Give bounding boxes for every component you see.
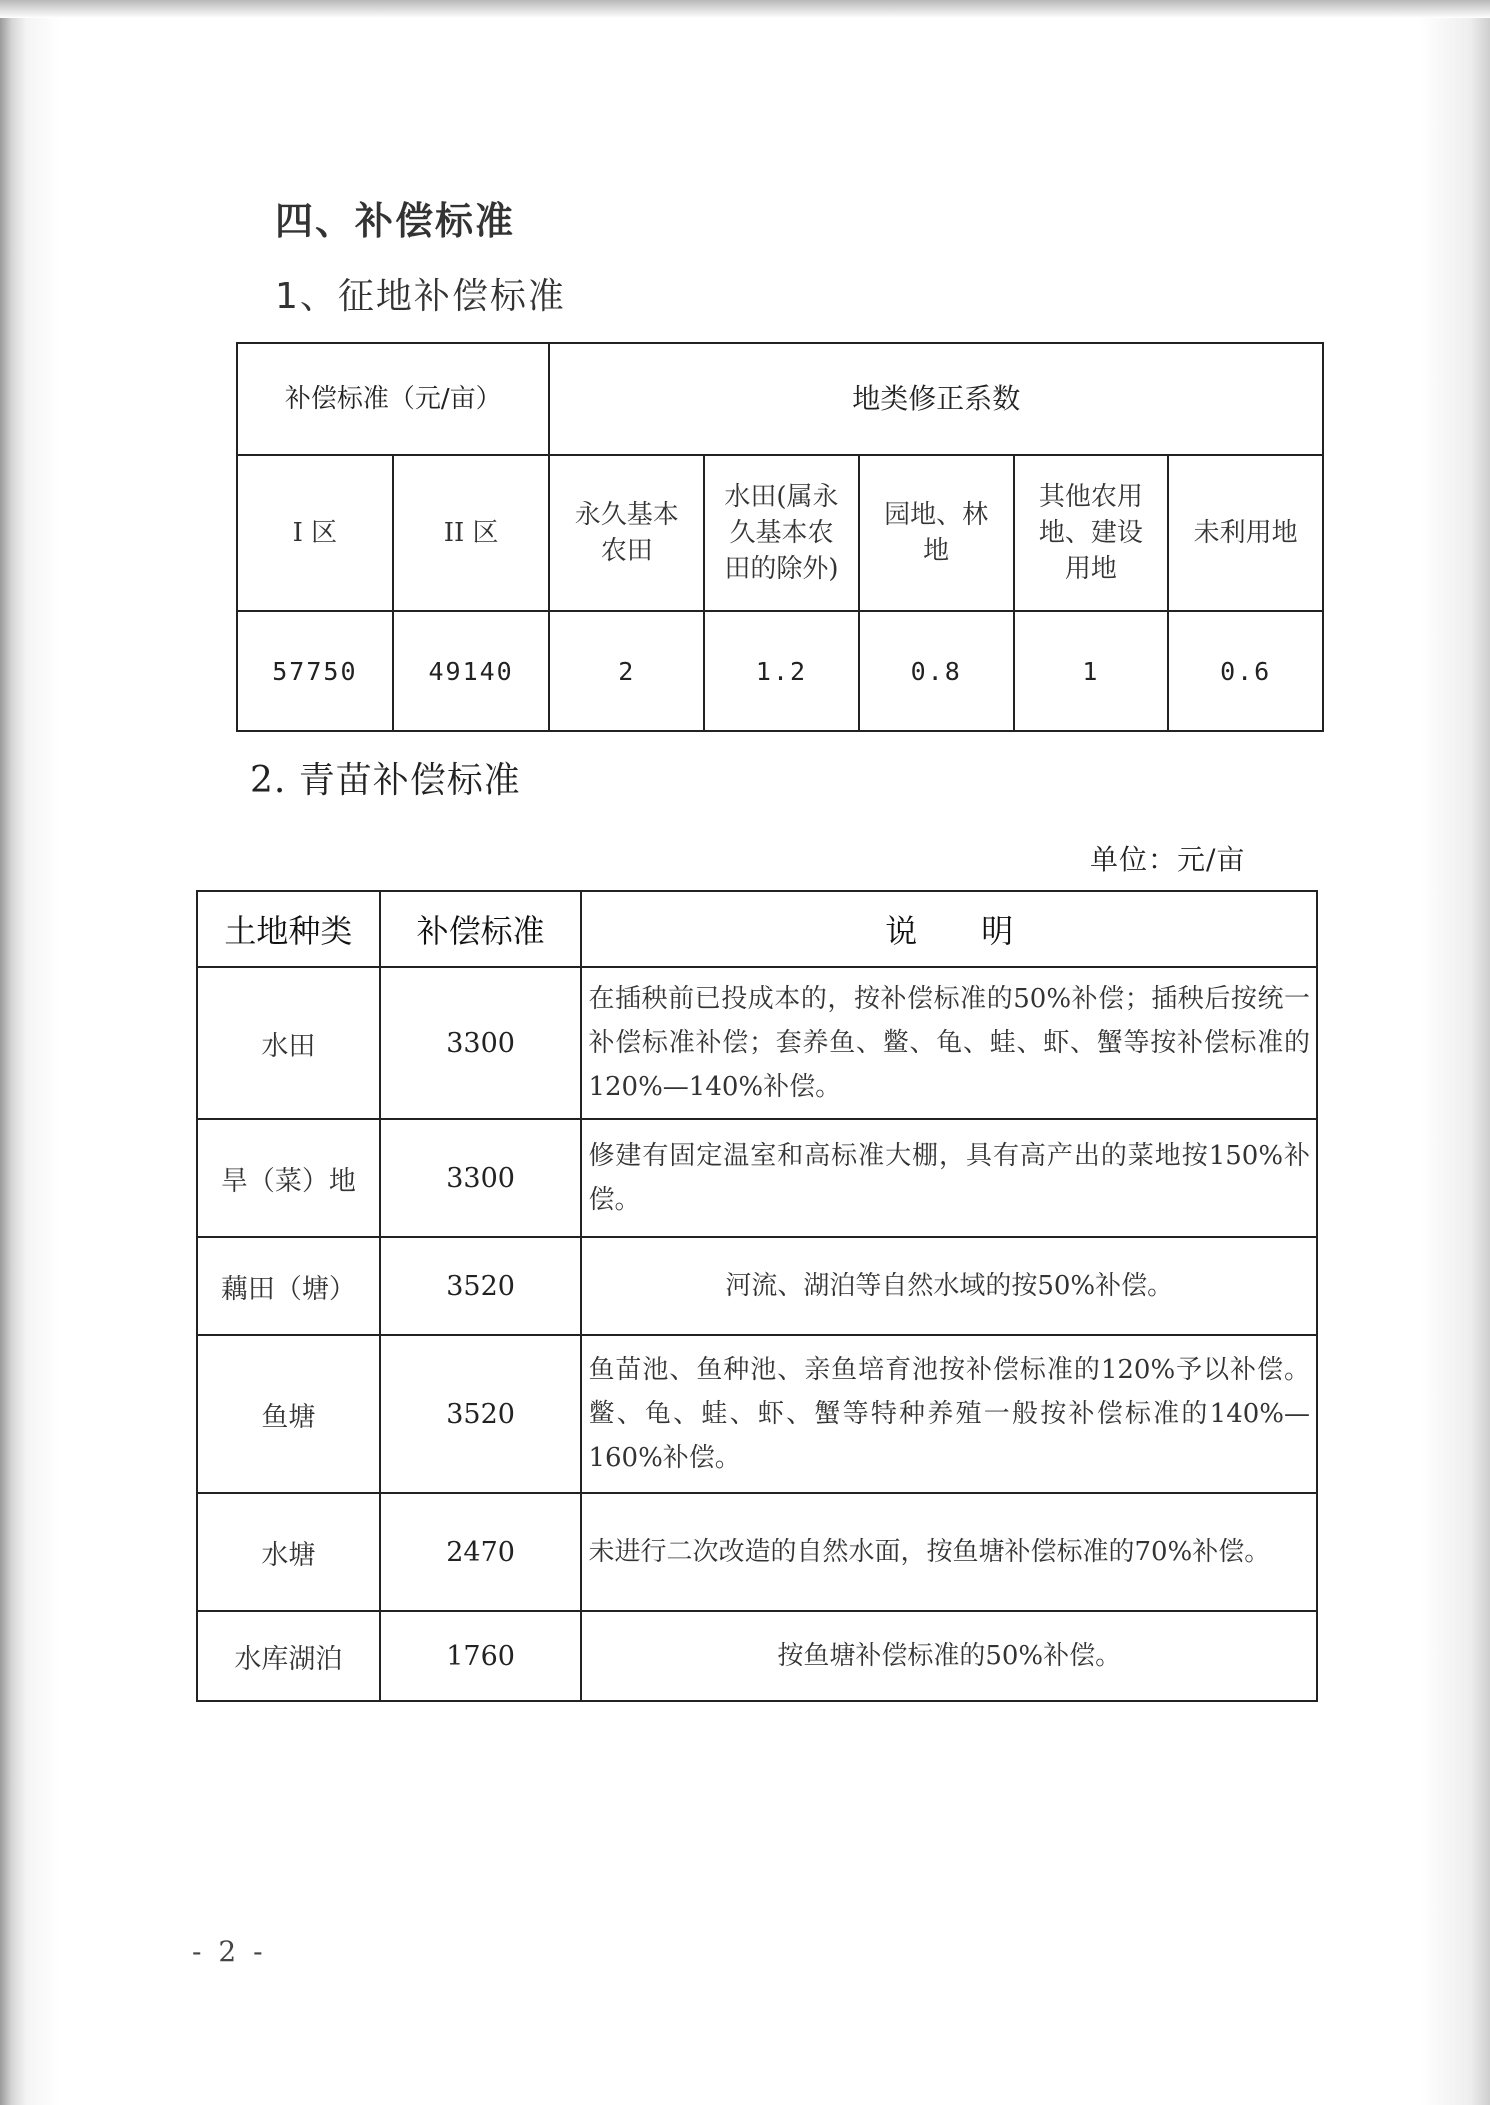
land-type-permanent-farmland: 永久基本农田 [549, 455, 704, 611]
coef-paddy-field: 1.2 [704, 611, 859, 731]
crop-compensation-table [196, 890, 1318, 1702]
description: 河流、湖泊等自然水域的按50%补偿。 [581, 1237, 1317, 1335]
standard-value: 1760 [380, 1611, 582, 1701]
table-row [197, 1611, 1317, 1701]
table-row [197, 967, 1317, 1119]
standard-value: 3520 [380, 1237, 582, 1335]
description: 在插秧前已投成本的，按补偿标准的50%补偿；插秧后按统一补偿标准补偿；套养鱼、鳖、龟、蛙、虾、蟹等按补偿标准的120%—140%补偿。 [581, 967, 1317, 1119]
zone-1-value: 57750 [237, 611, 393, 731]
land-kind: 水库湖泊 [197, 1611, 380, 1701]
table-row [197, 1493, 1317, 1611]
standard-value: 3300 [380, 1119, 582, 1237]
coef-unused: 0.6 [1168, 611, 1323, 731]
land-type-paddy-field: 水田(属永久基本农田的除外) [704, 455, 859, 611]
coef-garden-forest: 0.8 [859, 611, 1014, 731]
zone-2-label: II 区 [393, 455, 550, 611]
header-land-kind: 土地种类 [197, 891, 380, 967]
land-type-garden-forest: 园地、林地 [859, 455, 1014, 611]
land-kind: 鱼塘 [197, 1335, 380, 1493]
zone-2-value: 49140 [393, 611, 550, 731]
header-description: 说 明 [581, 891, 1317, 967]
table-row [197, 1237, 1317, 1335]
description: 未进行二次改造的自然水面，按鱼塘补偿标准的70%补偿。 [581, 1493, 1317, 1611]
scan-shadow [0, 0, 1490, 18]
description: 按鱼塘补偿标准的50%补偿。 [581, 1611, 1317, 1701]
unit-label: 单位：元/亩 [1090, 843, 1246, 876]
zone-1-label: I 区 [237, 455, 393, 611]
description: 鱼苗池、鱼种池、亲鱼培育池按补偿标准的120%予以补偿。鳖、龟、蛙、虾、蟹等特种养殖一般按补偿标准的140%—160%补偿。 [581, 1335, 1317, 1493]
table-row [197, 1119, 1317, 1237]
coef-permanent-farmland: 2 [549, 611, 704, 731]
header-compensation-standard: 补偿标准（元/亩） [237, 343, 549, 455]
land-kind: 水塘 [197, 1493, 380, 1611]
description: 修建有固定温室和高标准大棚，具有高产出的菜地按150%补偿。 [581, 1119, 1317, 1237]
coef-other-agricultural: 1 [1014, 611, 1169, 731]
land-kind: 水田 [197, 967, 380, 1119]
land-kind: 藕田（塘） [197, 1237, 380, 1335]
section-title: 四、补偿标准 [275, 199, 516, 243]
standard-value: 2470 [380, 1493, 582, 1611]
land-compensation-table [236, 342, 1324, 732]
page-number: - 2 - [192, 1935, 267, 1968]
header-land-type-coefficient: 地类修正系数 [549, 343, 1323, 455]
header-standard: 补偿标准 [380, 891, 582, 967]
standard-value: 3300 [380, 967, 582, 1119]
standard-value: 3520 [380, 1335, 582, 1493]
subsection-title-land-compensation: 1、征地补偿标准 [275, 276, 566, 317]
land-type-unused: 未利用地 [1168, 455, 1323, 611]
land-type-other-agricultural-construction: 其他农用地、建设用地 [1014, 455, 1169, 611]
subsection-title-crop-compensation: 2. 青苗补偿标准 [250, 760, 521, 801]
table-row [197, 1335, 1317, 1493]
land-kind: 旱（菜）地 [197, 1119, 380, 1237]
